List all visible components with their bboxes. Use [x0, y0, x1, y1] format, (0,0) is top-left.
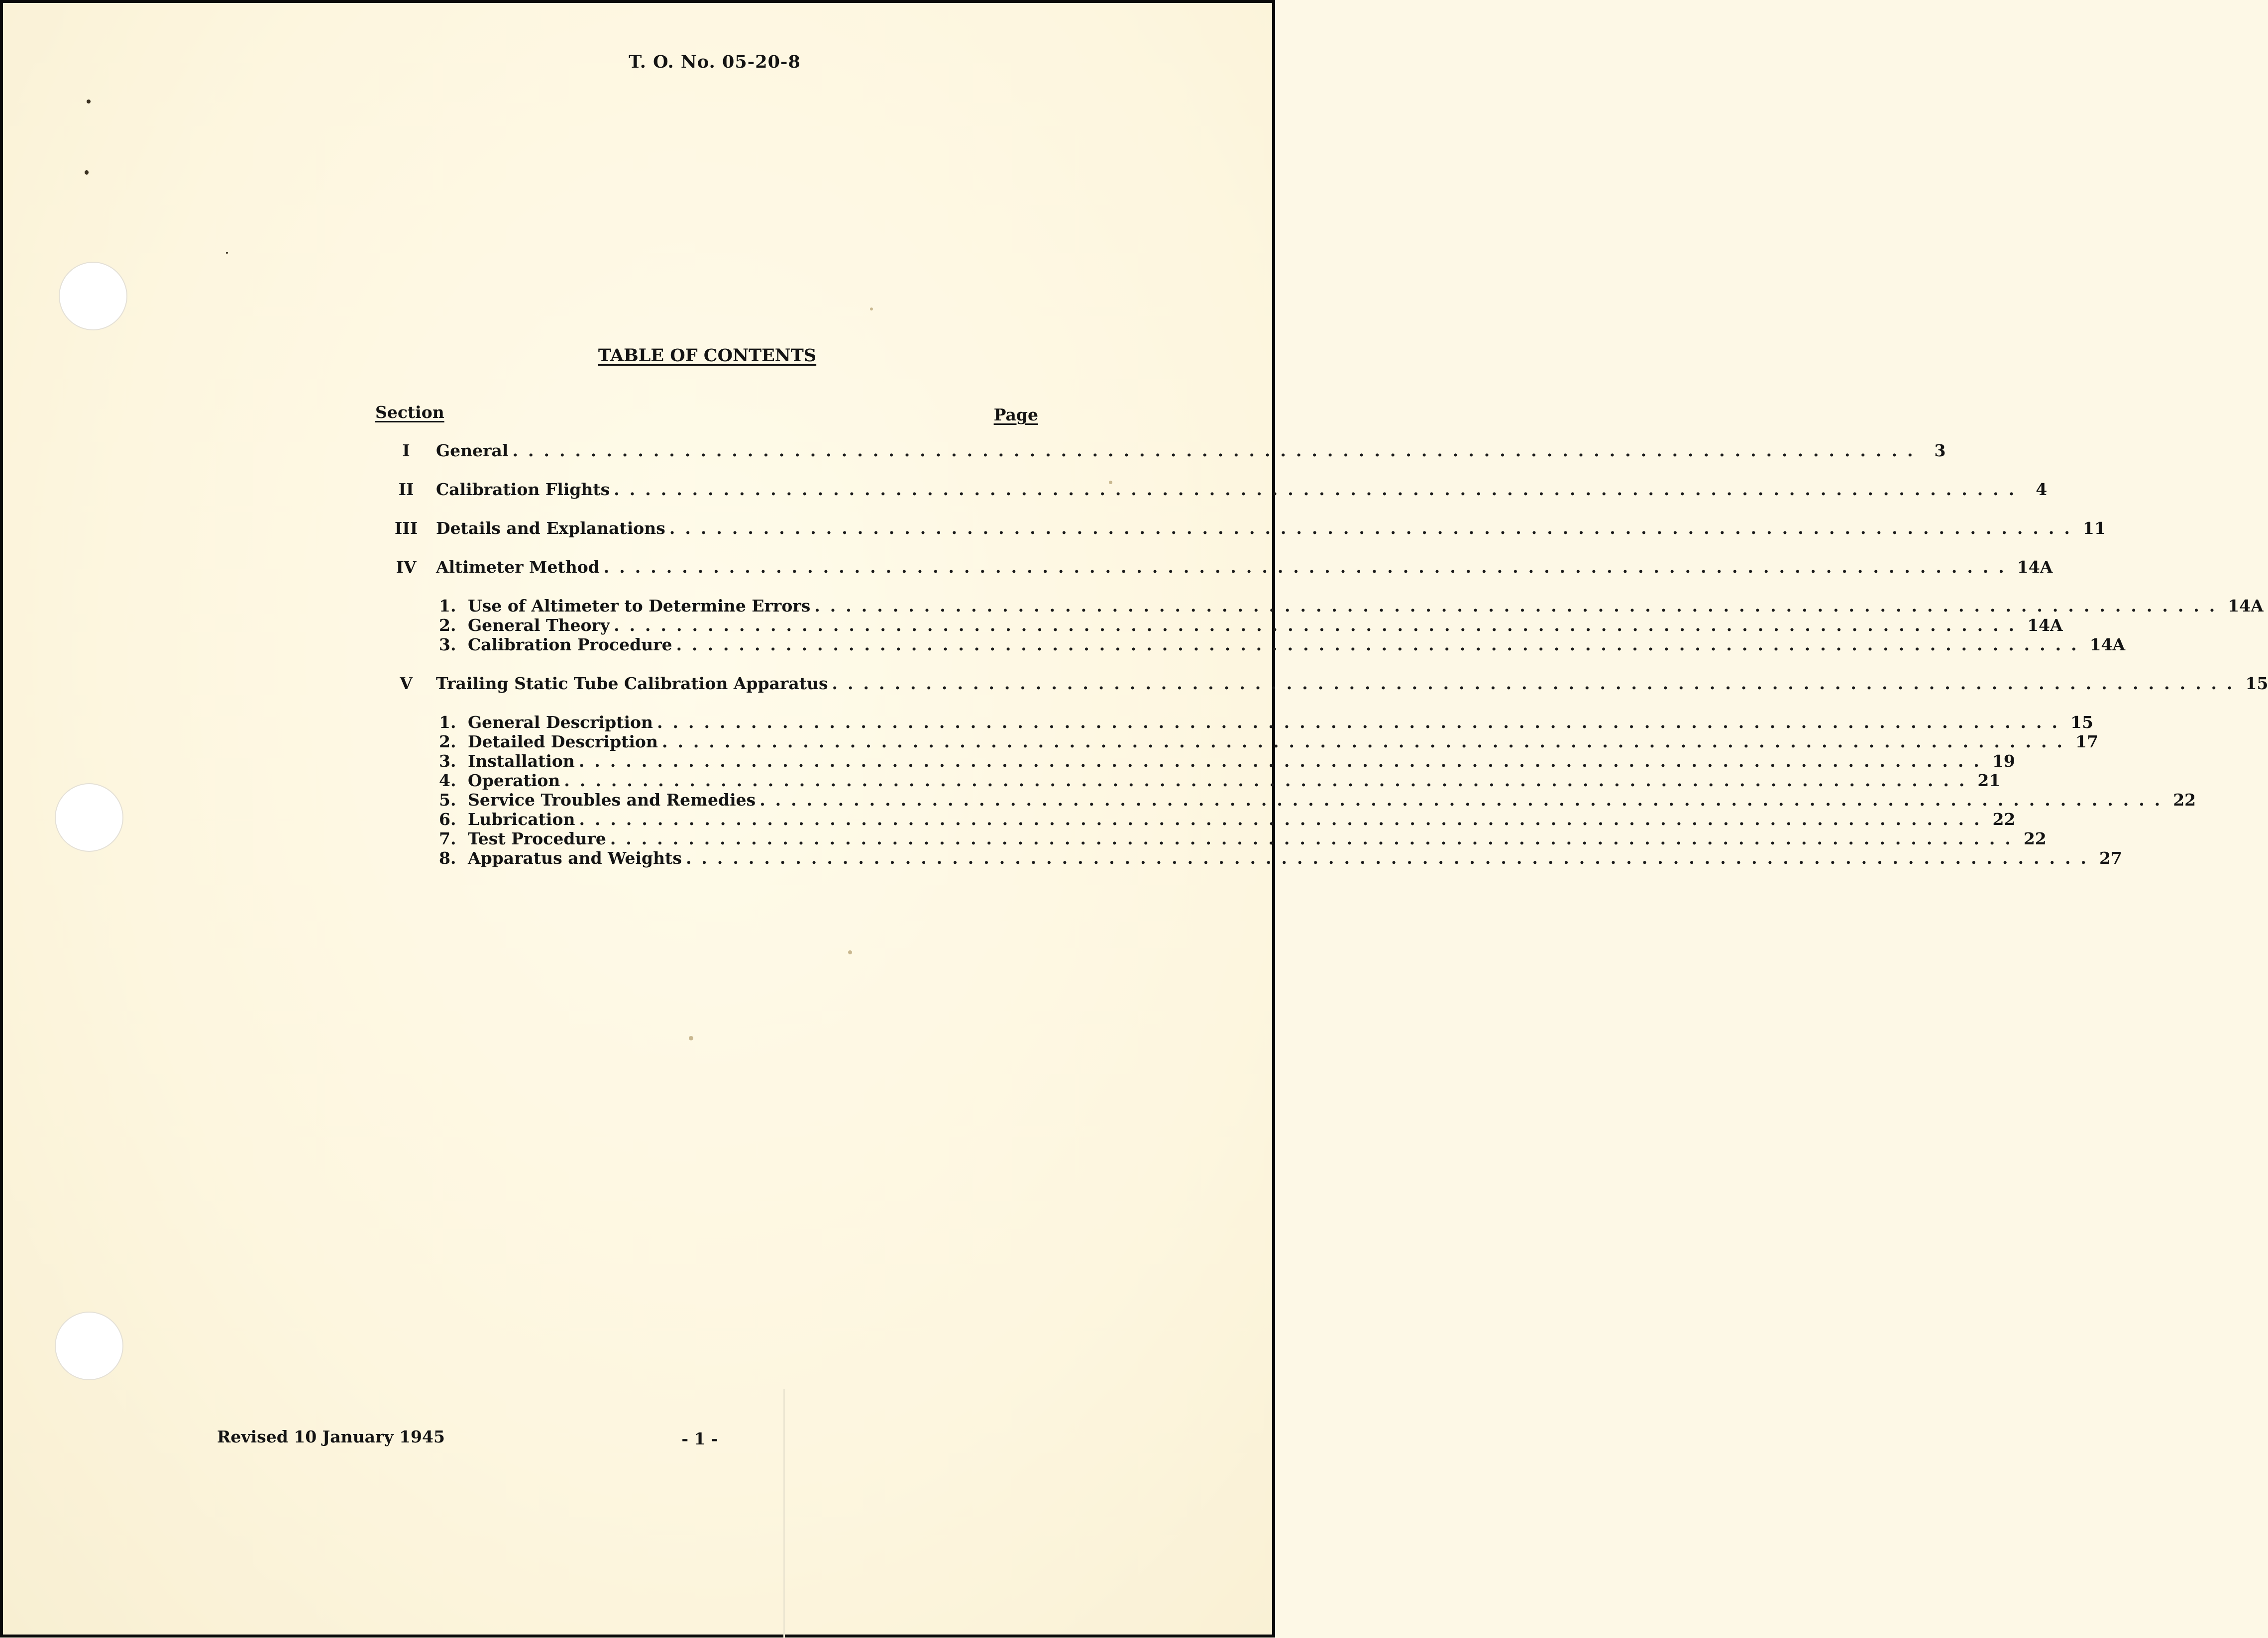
- toc-entry-number: 2.: [439, 615, 456, 635]
- toc-subentry-v-3[interactable]: [439, 751, 2015, 773]
- leader-dots: ..........................................................................................: [610, 829, 2021, 848]
- paper-crease: [783, 1389, 785, 1638]
- toc-entry-section-ii[interactable]: [381, 480, 2048, 502]
- leader-dots: ..........................................................................................: [614, 615, 2025, 635]
- toc-entry-number: 6.: [439, 810, 456, 829]
- leader-dots: ..........................................................................................: [676, 635, 2087, 654]
- toc-entry-page: 14A: [2228, 596, 2264, 615]
- leader-dots: ..........................................................................................: [614, 480, 2025, 499]
- binder-hole-middle: [55, 783, 123, 852]
- toc-entry-page: 19: [1992, 751, 2015, 771]
- toc-subentry-iv-3[interactable]: [439, 635, 2126, 657]
- leader-dots: ..........................................................................................: [578, 751, 1989, 771]
- toc-entry-number: III: [394, 518, 418, 538]
- leader-dots: ..........................................................................................: [685, 848, 2096, 868]
- toc-entry-page: 17: [2075, 732, 2098, 751]
- toc-entry-label: Apparatus and Weights: [468, 848, 682, 868]
- toc-entry-label: General: [436, 441, 509, 460]
- toc-subentry-v-1[interactable]: [439, 713, 2093, 734]
- toc-entry-page: 14A: [2017, 557, 2053, 577]
- toc-entry-label: Calibration Procedure: [468, 635, 672, 654]
- toc-entry-number: II: [398, 480, 414, 499]
- toc-entry-page: 14A: [2027, 615, 2063, 635]
- toc-entry-page: 22: [2023, 829, 2047, 848]
- paper-speck: [226, 252, 228, 254]
- toc-entry-label: General Theory: [468, 615, 610, 635]
- toc-entry-section-iii[interactable]: [381, 518, 2106, 540]
- toc-entry-label: Test Procedure: [468, 829, 606, 848]
- toc-entry-label: Use of Altimeter to Determine Errors: [468, 596, 811, 615]
- leader-dots: ..........................................................................................: [759, 790, 2170, 810]
- page-number: - 1 -: [681, 1429, 718, 1448]
- toc-entry-section-iv[interactable]: [381, 557, 2053, 579]
- toc-subentry-v-6[interactable]: [439, 810, 2016, 831]
- paper-speck: [689, 1036, 693, 1040]
- toc-entry-number: 1.: [439, 713, 456, 732]
- toc-subentry-iv-2[interactable]: [439, 615, 2063, 637]
- toc-entry-label: Details and Explanations: [436, 518, 665, 538]
- toc-subentry-v-2[interactable]: [439, 732, 2098, 754]
- toc-entry-label: Operation: [468, 771, 560, 790]
- toc-entry-label: Lubrication: [468, 810, 575, 829]
- leader-dots: ..........................................................................................: [512, 441, 1923, 460]
- toc-entry-page: 27: [2099, 848, 2122, 868]
- toc-subentry-v-5[interactable]: [439, 790, 2196, 812]
- toc-entry-page: 15: [2070, 713, 2093, 732]
- toc-entry-page: 4: [2036, 480, 2048, 499]
- toc-entry-number: 3.: [439, 751, 456, 771]
- toc-entry-label: Altimeter Method: [436, 557, 600, 577]
- toc-entry-number: 4.: [439, 771, 456, 790]
- toc-entry-number: 1.: [439, 596, 456, 615]
- toc-entry-label: General Description: [468, 713, 653, 732]
- leader-dots: ..........................................................................................: [564, 771, 1975, 790]
- toc-entry-page: 21: [1977, 771, 2001, 790]
- leader-dots: ..........................................................................................: [832, 674, 2243, 693]
- toc-entry-number: 8.: [439, 848, 456, 868]
- toc-entry-number: 5.: [439, 790, 456, 810]
- leader-dots: ..........................................................................................: [603, 557, 2014, 577]
- leader-dots: ..........................................................................................: [669, 518, 2080, 538]
- toc-title: TABLE OF CONTENTS: [598, 345, 817, 366]
- toc-subentry-v-8[interactable]: [439, 848, 2122, 870]
- toc-subentry-v-4[interactable]: [439, 771, 2001, 793]
- toc-entry-page: 15: [2245, 674, 2268, 693]
- toc-entry-number: I: [402, 441, 410, 460]
- document-number: T. O. No. 05-20-8: [629, 52, 801, 72]
- toc-subentry-iv-1[interactable]: [439, 596, 2264, 618]
- toc-entry-page: 22: [1992, 810, 2016, 829]
- toc-entry-section-v[interactable]: [381, 674, 2268, 696]
- binder-hole-top: [59, 262, 127, 330]
- toc-entry-page: 11: [2082, 518, 2106, 538]
- toc-entry-number: V: [400, 674, 413, 693]
- toc-entry-number: 2.: [439, 732, 456, 751]
- paper-speck: [848, 950, 852, 954]
- paper-speck: [870, 307, 873, 310]
- toc-entry-label: Service Troubles and Remedies: [468, 790, 756, 810]
- binder-hole-bottom: [55, 1312, 123, 1380]
- toc-entry-page: 14A: [2089, 635, 2126, 654]
- paper-speck: [87, 100, 91, 103]
- toc-entry-page: 22: [2173, 790, 2196, 810]
- toc-entry-section-i[interactable]: [381, 441, 1946, 463]
- toc-entry-number: IV: [396, 557, 417, 577]
- leader-dots: ..........................................................................................: [661, 732, 2072, 751]
- toc-subentry-v-7[interactable]: [439, 829, 2047, 851]
- page-column-heading: Page: [993, 405, 1038, 424]
- leader-dots: ..........................................................................................: [814, 596, 2225, 615]
- toc-entry-label: Calibration Flights: [436, 480, 610, 499]
- section-column-heading: Section: [375, 403, 444, 422]
- paper-speck: [85, 170, 89, 175]
- toc-entry-label: Detailed Description: [468, 732, 658, 751]
- toc-entry-label: Installation: [468, 751, 575, 771]
- toc-entry-number: 3.: [439, 635, 456, 654]
- leader-dots: ..........................................................................................: [657, 713, 2068, 732]
- toc-entry-label: Trailing Static Tube Calibration Apparatus: [436, 674, 828, 693]
- toc-entry-number: 7.: [439, 829, 456, 848]
- revision-date: Revised 10 January 1945: [217, 1427, 445, 1446]
- leader-dots: ..........................................................................................: [579, 810, 1990, 829]
- toc-entry-page: 3: [1934, 441, 1946, 460]
